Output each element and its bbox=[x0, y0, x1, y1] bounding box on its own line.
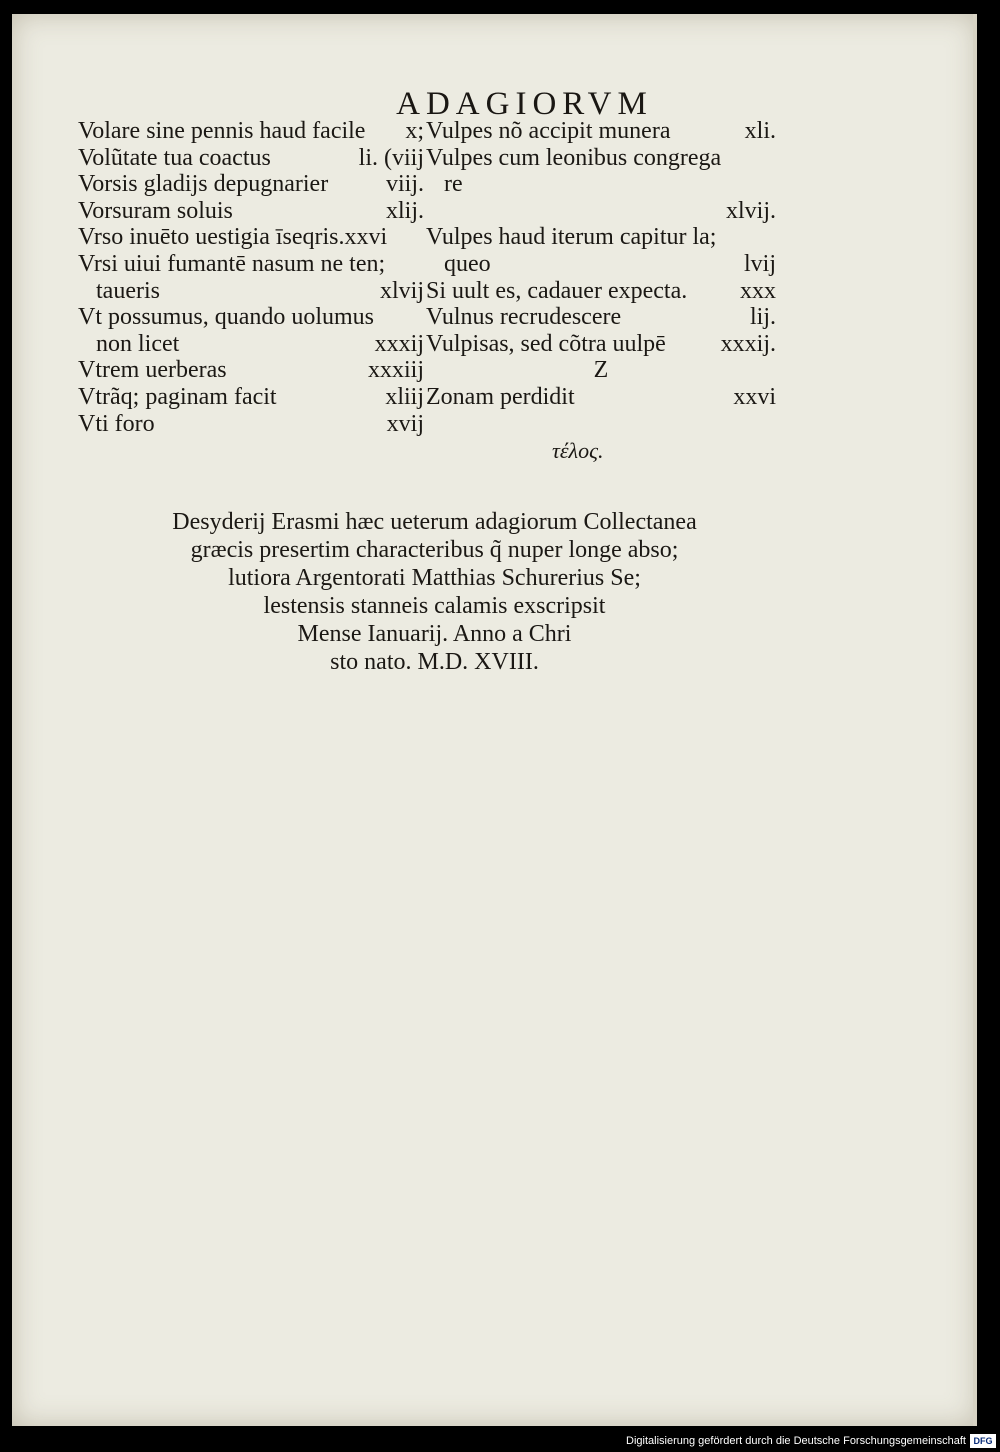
index-entry bbox=[78, 304, 424, 331]
index-entry bbox=[426, 278, 776, 305]
index-entry bbox=[78, 224, 424, 251]
entry-number: lvij bbox=[743, 250, 776, 277]
entry-text: taueris bbox=[96, 277, 160, 304]
entry-text: Vulnus recrudescere bbox=[426, 304, 622, 331]
index-entry bbox=[78, 118, 424, 145]
index-entry bbox=[426, 304, 776, 331]
entry-text: Si uult es, cadauer expecta. bbox=[426, 277, 688, 304]
index-entry bbox=[78, 331, 424, 358]
index-entry bbox=[426, 171, 776, 198]
index-entry bbox=[426, 224, 776, 251]
entry-number: xxx bbox=[740, 277, 776, 304]
entry-number: xlvij. bbox=[725, 197, 776, 224]
entry-text: Vtrãq; paginam facit bbox=[78, 383, 277, 410]
entry-text: re bbox=[444, 171, 463, 198]
colophon-line: Mense Ianuarij. Anno a Chri bbox=[297, 621, 572, 647]
index-entry bbox=[426, 357, 776, 384]
colophon-line: græcis presertim characteribus q̃ nuper longe abso; bbox=[190, 537, 679, 563]
dfg-logo: DFG bbox=[970, 1434, 996, 1448]
entry-text: Volũtate tua coactus bbox=[78, 144, 271, 171]
entry-text: Vulpes cum leonibus congrega bbox=[426, 144, 722, 171]
entry-text: Volare sine pennis haud facile bbox=[78, 118, 366, 144]
entry-text: Z bbox=[593, 357, 609, 384]
index-entry bbox=[78, 357, 424, 384]
index-entry bbox=[78, 278, 424, 305]
entry-text: Vulpes haud iterum capitur la; bbox=[426, 224, 717, 251]
index-entry bbox=[426, 118, 776, 145]
index-entry bbox=[78, 171, 424, 198]
colophon-line: lestensis stanneis calamis exscripsit bbox=[263, 593, 606, 619]
entry-text: Vulpisas, sed cõtra uulpē bbox=[426, 330, 666, 357]
colophon bbox=[12, 508, 977, 676]
entry-number: xlvij bbox=[379, 277, 424, 304]
entry-text: Vulpes nõ accipit munera bbox=[426, 118, 671, 144]
page-header: ADAGIORVM bbox=[396, 86, 653, 122]
index-column-right bbox=[426, 118, 776, 411]
entry-number: xxxij bbox=[374, 330, 424, 357]
index-entry bbox=[78, 145, 424, 172]
index-column-left bbox=[78, 118, 424, 437]
colophon-line: Desyderij Erasmi hæc ueterum adagiorum Collectanea bbox=[172, 509, 697, 535]
entry-text: non licet bbox=[96, 330, 180, 357]
index-entry bbox=[426, 198, 776, 225]
entry-number: xvij bbox=[386, 410, 424, 437]
entry-text: Vorsis gladijs depugnarier bbox=[78, 171, 329, 198]
index-entry bbox=[426, 251, 776, 278]
entry-number: viij. bbox=[385, 171, 424, 198]
telos-mark: τέλος. bbox=[552, 438, 604, 463]
entry-number: xlij. bbox=[385, 197, 424, 224]
entry-text: Vtrem uerberas bbox=[78, 357, 227, 384]
entry-text: Vorsuram soluis bbox=[78, 197, 233, 224]
index-entry bbox=[78, 384, 424, 411]
entry-number: lij. bbox=[749, 304, 776, 331]
index-entry bbox=[426, 145, 776, 172]
colophon-line: sto nato. M.D. XVIII. bbox=[330, 649, 539, 675]
index-entry bbox=[78, 251, 424, 278]
entry-text: Zonam perdidit bbox=[426, 383, 575, 410]
index-entry bbox=[78, 411, 424, 438]
entry-text: queo bbox=[444, 250, 491, 277]
index-entry bbox=[426, 331, 776, 358]
index-entry bbox=[78, 198, 424, 225]
entry-number: xxvi bbox=[733, 383, 776, 410]
entry-number: xli. bbox=[744, 118, 776, 144]
index-entry bbox=[426, 384, 776, 411]
page-edge bbox=[973, 14, 977, 1426]
entry-number: xxxiij bbox=[367, 357, 424, 384]
entry-text: Vti foro bbox=[78, 410, 155, 437]
entry-text: Vrsi uiui fumantē nasum ne ten; bbox=[78, 250, 386, 277]
book-page bbox=[12, 14, 977, 1426]
entry-text: Vrso inuēto uestigia īseqris.xxvi bbox=[78, 224, 388, 251]
colophon-line: lutiora Argentorati Matthias Schurerius Se; bbox=[228, 565, 641, 591]
entry-number: x; bbox=[405, 118, 424, 144]
footer-credit: Digitalisierung gefördert durch die Deutsche Forschungsgemeinschaft bbox=[626, 1435, 966, 1447]
digitization-footer bbox=[0, 1426, 1000, 1452]
entry-number: xliij bbox=[385, 383, 424, 410]
entry-number: li. (viij bbox=[358, 144, 424, 171]
entry-number: xxxij. bbox=[720, 330, 776, 357]
entry-text: Vt possumus, quando uolumus bbox=[78, 304, 375, 331]
